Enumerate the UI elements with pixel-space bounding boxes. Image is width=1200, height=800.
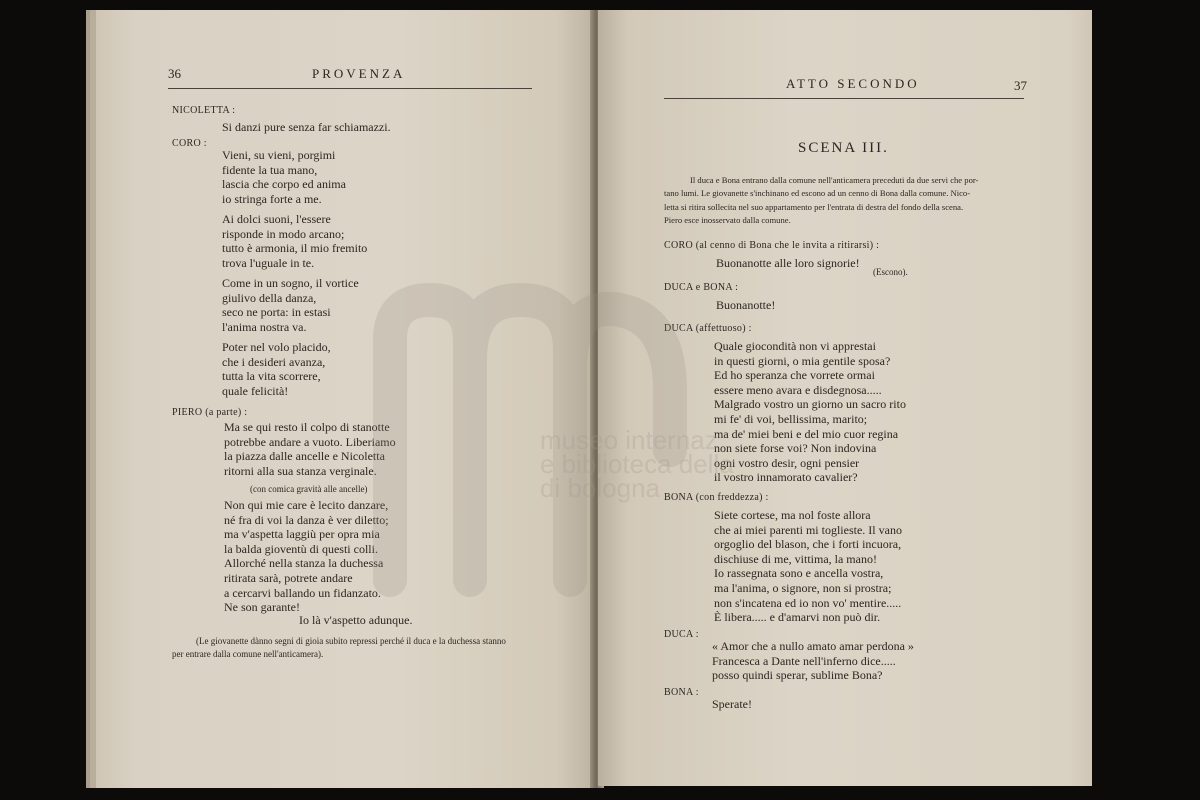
- coro-stanza: Come in un sogno, il vortice giulivo della danza, seco ne porta: in estasi l'anima nostra va.: [222, 276, 359, 334]
- header-rule: [168, 88, 532, 89]
- scene-description: Il duca e Bona entrano dalla comune nell'anticamera preceduti da due servi che por- tano lumi. Le giovanette s'inchinano ed escono ad un cenno di Bona dalla comune. Nico- letta si ritira sollecita nel suo appartamento per l'entrata di destra del fondo della scena. Piero esce inosservato dalla comune.: [664, 175, 979, 226]
- piero-lines: Non qui mie care è lecito danzare, né fra di voi la danza è ver diletto; ma v'aspetta laggiù per opra mia la balda gioventù di questi colli. Allorché nella stanza la duchessa ritirata sarà, potrete andare a cercarvi ballando un fidanzato. Ne son garante!: [224, 498, 389, 615]
- scene-title: SCENA III.: [798, 140, 889, 156]
- nicoletta-line: Si danzi pure senza far schiamazzi.: [222, 120, 391, 134]
- speaker-piero: PIERO (a parte) :: [172, 407, 248, 418]
- speaker-bona: BONA :: [664, 687, 699, 698]
- running-title: PROVENZA: [312, 66, 406, 81]
- coro-line: Buonanotte alle loro signorie!: [716, 256, 860, 270]
- page-number: 36: [168, 66, 181, 81]
- speaker-coro: CORO :: [172, 138, 207, 149]
- piero-last-line: Io là v'aspetto adunque.: [299, 613, 413, 627]
- speaker-nicoletta: NICOLETTA :: [172, 105, 236, 116]
- watermark-text: museo internaz e biblioteca della di bologna: [540, 425, 734, 503]
- duca-lines: Quale giocondità non vi apprestai in questi giorni, o mia gentile sposa? Ed ho speranza che vorrete ormai essere meno avara e disdegnosa..... Malgrado vostro un giorno un sacro rito mi fe' di voi, bellissima, marito; ma de' miei beni e del mio cuor regina non siete forse voi? Non indovina ogni vostro desir, ogni pensier il vostro innamorato cavalier?: [714, 339, 906, 485]
- duca-lines: « Amor che a nullo amato amar perdona » Francesca a Dante nell'inferno dice..... posso quindi sperar, sublime Bona?: [712, 639, 914, 683]
- closing-stage-direction: (Le giovanette dànno segni di gioia subito repressi perché il duca e la duchessa stanno per entrare dalla comune nell'anticamera).: [172, 636, 506, 659]
- coro-stanza: Poter nel volo placido, che i desideri avanza, tutta la vita scorrere, quale felicità!: [222, 340, 331, 398]
- header-rule: [664, 98, 1024, 99]
- coro-stanza: Ai dolci suoni, l'essere risponde in modo arcano; tutto è armonia, il mio fremito trova l'uguale in te.: [222, 212, 368, 270]
- running-title: ATTO SECONDO: [786, 76, 920, 91]
- bona-lines: Siete cortese, ma nol foste allora che ai miei parenti mi toglieste. Il vano orgoglio del blason, che i forti incuora, dischiuse di me, vittima, la mano! Io rassegnata sono e ancella vostra, ma l'anima, o signore, non si prostra; non s'incatena ed io non vo' mentire..... È libera..... e d'amarvi non può dir.: [714, 508, 902, 625]
- duca-bona-line: Buonanotte!: [716, 298, 776, 312]
- page-number: 37: [1014, 78, 1027, 93]
- speaker-coro: CORO (al cenno di Bona che le invita a ritirarsi) :: [664, 240, 880, 251]
- piero-lines: Ma se qui resto il colpo di stanotte potrebbe andare a vuoto. Liberiamo la piazza dalle ancelle e Nicoletta ritorni alla sua stanza verginale.: [224, 420, 396, 478]
- stage-direction: (con comica gravità alle ancelle): [250, 484, 368, 494]
- bona-line: Sperate!: [712, 697, 752, 711]
- right-page: [598, 10, 1092, 786]
- left-page: [96, 10, 596, 788]
- exit-direction: (Escono).: [873, 267, 908, 277]
- speaker-bona-freddezza: BONA (con freddezza) :: [664, 492, 769, 503]
- speaker-duca-bona: DUCA e BONA :: [664, 282, 739, 293]
- speaker-duca: DUCA :: [664, 629, 699, 640]
- speaker-duca-affettuoso: DUCA (affettuoso) :: [664, 323, 752, 334]
- coro-stanza: Vieni, su vieni, porgimi fidente la tua mano, lascia che corpo ed anima io stringa forte a me.: [222, 148, 346, 206]
